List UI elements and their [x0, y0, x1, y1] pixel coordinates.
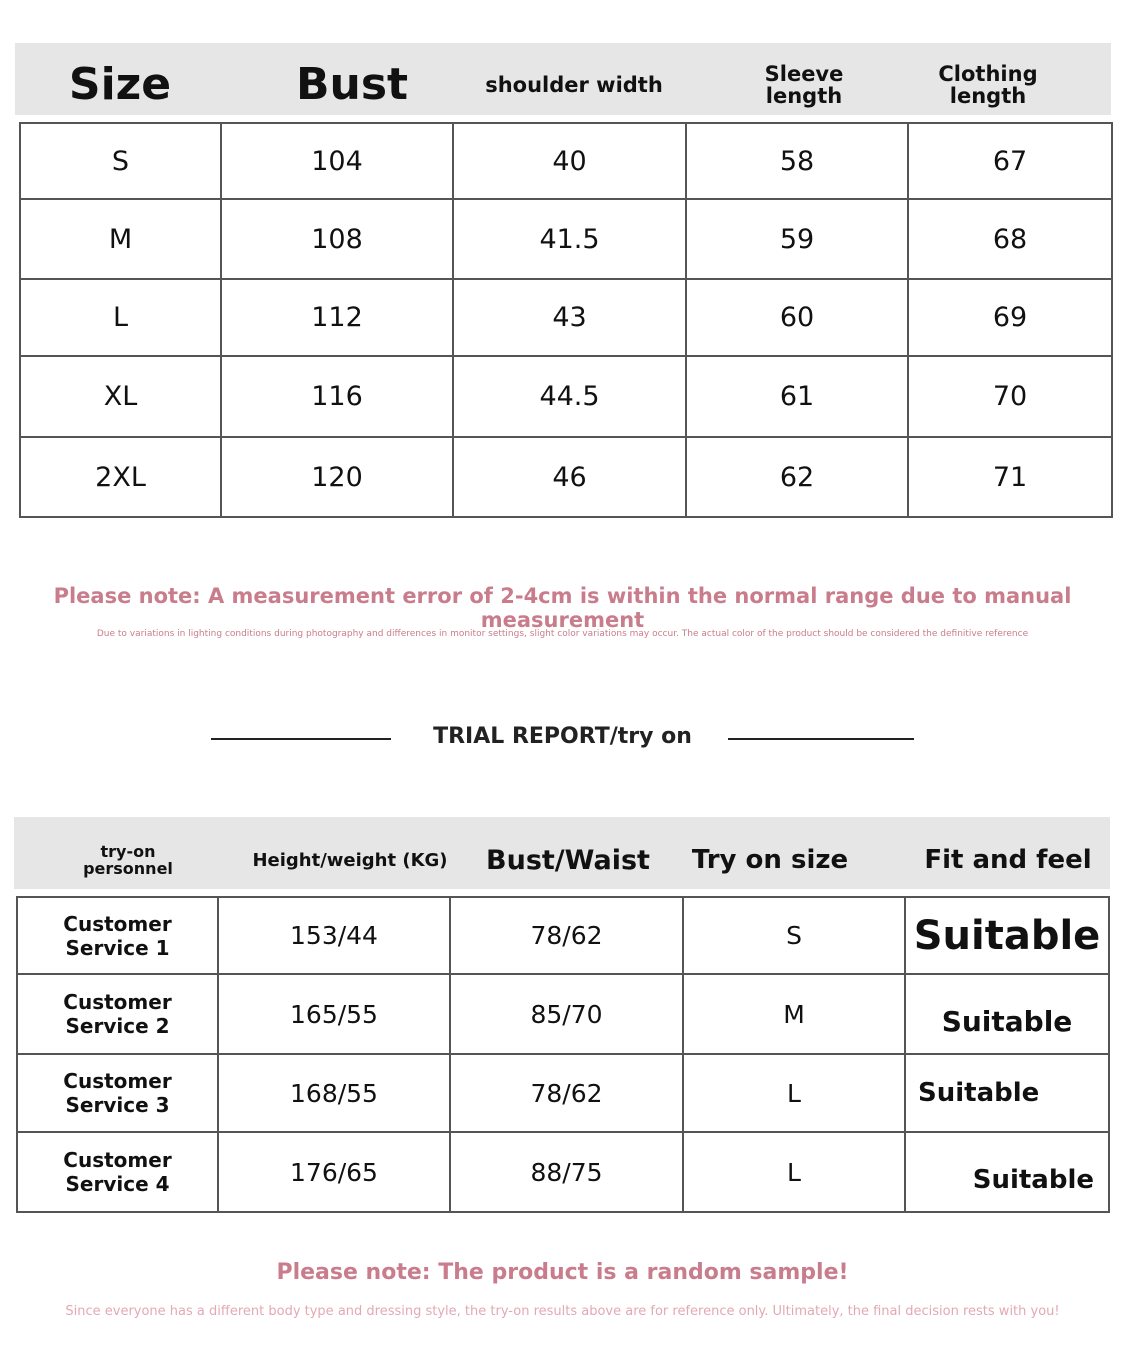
size-cell: 2XL [20, 437, 221, 517]
personnel-cell: Customer Service 3 [17, 1054, 218, 1132]
height-weight-cell: 176/65 [218, 1132, 450, 1212]
shoulder-cell: 46 [453, 437, 686, 517]
personnel-cell: Customer Service 1 [17, 897, 218, 974]
bust-waist-cell: 78/62 [450, 1054, 683, 1132]
bust-waist-cell: 88/75 [450, 1132, 683, 1212]
bust-waist-cell: 85/70 [450, 974, 683, 1054]
height-weight-cell: 153/44 [218, 897, 450, 974]
try-size-cell: L [683, 1054, 905, 1132]
length-cell: 70 [908, 356, 1112, 437]
measurement-note: Please note: A measurement error of 2-4cm is within the normal range due to manual measurement [53, 584, 1072, 632]
random-sample-note: Please note: The product is a random sample! [276, 1260, 849, 1285]
size-cell: M [20, 199, 221, 279]
sleeve-cell: 60 [686, 279, 908, 356]
header-try-on-size: Try on size [691, 845, 849, 876]
personnel-cell: Customer Service 4 [17, 1132, 218, 1212]
table-row [17, 1054, 1109, 1132]
fit-cell: Suitable [905, 974, 1109, 1054]
bust-cell: 108 [221, 199, 453, 279]
height-weight-cell: 165/55 [218, 974, 450, 1054]
table-row [20, 199, 1112, 279]
bust-cell: 104 [221, 123, 453, 199]
header-clothing-length: Clothing length [938, 61, 1038, 108]
sleeve-cell: 62 [686, 437, 908, 517]
sleeve-cell: 61 [686, 356, 908, 437]
length-cell: 71 [908, 437, 1112, 517]
header-bust: Bust [295, 58, 409, 110]
table-row [17, 897, 1109, 974]
try-size-cell: M [683, 974, 905, 1054]
length-cell: 69 [908, 279, 1112, 356]
bust-cell: 112 [221, 279, 453, 356]
fit-cell: Suitable [905, 897, 1109, 974]
shoulder-cell: 41.5 [453, 199, 686, 279]
header-shoulder-width: shoulder width [485, 72, 663, 97]
table-row [20, 356, 1112, 437]
header-height-weight: Height/weight (KG) [252, 849, 448, 871]
length-cell: 67 [908, 123, 1112, 199]
sleeve-cell: 59 [686, 199, 908, 279]
size-cell: L [20, 279, 221, 356]
color-variation-note: Due to variations in lighting conditions during photography and differences in monitor settings, slight color variations may occur. The actual color of the product should be considered the definitive reference [96, 629, 1029, 639]
height-weight-cell: 168/55 [218, 1054, 450, 1132]
bust-cell: 116 [221, 356, 453, 437]
size-cell: XL [20, 356, 221, 437]
fit-cell: Suitable [905, 1132, 1109, 1212]
table-row [20, 437, 1112, 517]
personnel-cell: Customer Service 2 [17, 974, 218, 1054]
shoulder-cell: 43 [453, 279, 686, 356]
table-row [17, 974, 1109, 1054]
table-row [20, 123, 1112, 199]
length-cell: 68 [908, 199, 1112, 279]
title-rule-right [728, 738, 914, 740]
header-bust-waist: Bust/Waist [486, 844, 650, 876]
reference-only-note: Since everyone has a different body type and dressing style, the try-on results above are for reference only. Ultimately, the final decision rests with you! [65, 1304, 1060, 1319]
try-size-cell: S [683, 897, 905, 974]
header-sleeve-length: Sleeve length [764, 61, 844, 108]
shoulder-cell: 44.5 [453, 356, 686, 437]
trial-table [16, 896, 1110, 1213]
table-row [20, 279, 1112, 356]
fit-cell: Suitable [905, 1054, 1109, 1132]
shoulder-cell: 40 [453, 123, 686, 199]
bust-cell: 120 [221, 437, 453, 517]
size-cell: S [20, 123, 221, 199]
bust-waist-cell: 78/62 [450, 897, 683, 974]
size-table [19, 122, 1113, 518]
table-row [17, 1132, 1109, 1212]
header-fit-and-feel: Fit and feel [924, 845, 1092, 876]
header-try-on-personnel: try-on personnel [83, 842, 173, 878]
trial-report-title: TRIAL REPORT/try on [433, 724, 692, 749]
sleeve-cell: 58 [686, 123, 908, 199]
header-size: Size [68, 58, 172, 110]
try-size-cell: L [683, 1132, 905, 1212]
